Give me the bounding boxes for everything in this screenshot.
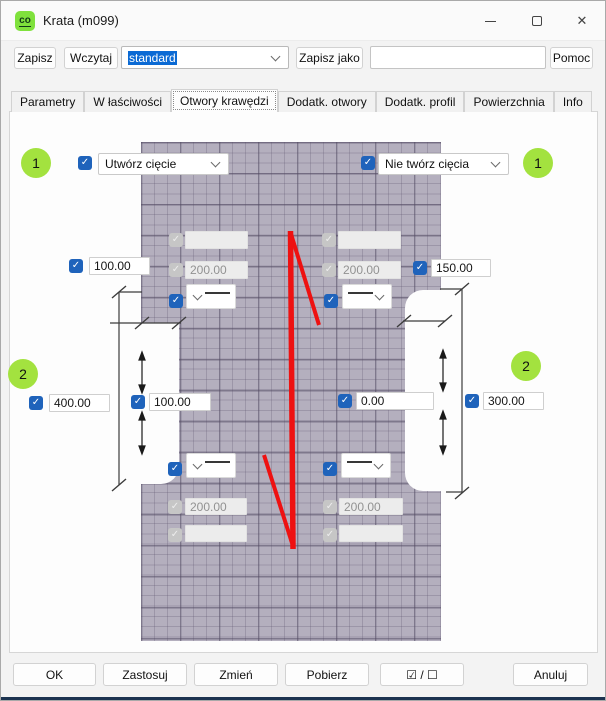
tab-wlasciwosci[interactable]: W łaściwości (84, 91, 171, 112)
left-cut-combobox[interactable] (98, 153, 229, 175)
right-top-outer-checkbox[interactable] (413, 261, 427, 275)
left-bottom-inner-row2-field (185, 525, 247, 542)
right-mid-inner-checkbox[interactable] (338, 394, 352, 408)
tab-otwory-krawedzi[interactable]: Otwory krawędzi (171, 89, 278, 112)
left-bottom-inner-row2-checkbox (168, 528, 182, 542)
tab-parametry[interactable]: Parametry (11, 91, 84, 112)
load-button[interactable]: Wczytaj (64, 47, 118, 69)
left-mid-inner-checkbox[interactable] (131, 395, 145, 409)
chevron-down-icon (193, 460, 203, 470)
right-top-linetype-dropdown[interactable] (342, 284, 392, 309)
right-mid-outer-checkbox[interactable] (465, 394, 479, 408)
right-cut-combobox[interactable] (378, 153, 509, 175)
preset-combobox[interactable] (121, 46, 289, 69)
right-top-inner-row2-checkbox (322, 263, 336, 277)
save-as-name-input[interactable] (370, 46, 546, 69)
right-bottom-inner-row1-field (339, 498, 403, 515)
line-style-icon (347, 461, 372, 463)
left-mid-inner-field[interactable] (149, 393, 211, 411)
minimize-icon (485, 21, 496, 22)
left-mid-outer-checkbox[interactable] (29, 396, 43, 410)
chevron-down-icon (374, 460, 384, 470)
window-bottom-edge (1, 697, 605, 701)
marker-1-right: 1 (523, 148, 553, 178)
right-top-linetype-checkbox[interactable] (324, 294, 338, 308)
chevron-down-icon (491, 158, 501, 168)
left-top-inner-row2-checkbox (169, 263, 183, 277)
marker-2-right: 2 (511, 351, 541, 381)
chevron-down-icon (375, 291, 385, 301)
right-edge-cutout (405, 290, 441, 491)
help-button[interactable]: Pomoc (550, 47, 593, 69)
tab-strip (11, 89, 592, 112)
save-as-button[interactable]: Zapisz jako (296, 47, 363, 69)
left-top-outer-field[interactable] (89, 257, 150, 275)
right-bottom-linetype-dropdown[interactable] (341, 453, 391, 478)
preset-selected-value: standard (129, 50, 176, 65)
tab-dodatk-profil[interactable]: Dodatk. profil (376, 91, 465, 112)
chevron-down-icon (193, 291, 203, 301)
apply-button[interactable]: Zastosuj (103, 663, 187, 686)
left-bottom-linetype-checkbox[interactable] (168, 462, 182, 476)
maximize-icon (532, 16, 542, 26)
left-bottom-inner-row1-field (185, 498, 247, 515)
right-bottom-inner-row2-field (339, 525, 403, 542)
cancel-button[interactable]: Anuluj (513, 663, 588, 686)
ok-button[interactable]: OK (13, 663, 96, 686)
right-top-inner-row1-checkbox (322, 233, 336, 247)
left-top-linetype-checkbox[interactable] (169, 294, 183, 308)
close-button[interactable] (565, 9, 599, 33)
marker-1-left: 1 (21, 148, 51, 178)
marker-2-left: 2 (8, 359, 38, 389)
right-mid-inner-field[interactable] (356, 392, 434, 410)
right-top-inner-row1-field (338, 231, 401, 249)
chevron-down-icon (211, 158, 221, 168)
window-title: Krata (m099) (43, 13, 119, 28)
tab-info[interactable]: Info (554, 91, 592, 112)
left-bottom-linetype-dropdown[interactable] (186, 453, 236, 478)
line-style-icon (348, 292, 373, 294)
right-top-inner-row2-field (338, 261, 401, 279)
right-cut-checkbox[interactable] (361, 156, 375, 170)
maximize-button[interactable] (520, 9, 554, 33)
left-top-linetype-dropdown[interactable] (186, 284, 236, 309)
left-cut-checkbox[interactable] (78, 156, 92, 170)
get-button[interactable]: Pobierz (285, 663, 369, 686)
modify-button[interactable]: Zmień (194, 663, 278, 686)
line-style-icon (205, 461, 230, 463)
minimize-button[interactable] (473, 9, 507, 33)
save-button[interactable]: Zapisz (14, 47, 56, 69)
title-bar (1, 1, 605, 41)
right-bottom-linetype-checkbox[interactable] (323, 462, 337, 476)
right-bottom-inner-row1-checkbox (323, 500, 337, 514)
left-cut-value: Utwórz cięcie (105, 157, 177, 171)
left-top-inner-row2-field (185, 261, 248, 279)
left-top-inner-row1-checkbox (169, 233, 183, 247)
left-mid-outer-field[interactable] (49, 394, 110, 412)
left-top-outer-checkbox[interactable] (69, 259, 83, 273)
app-icon: co (15, 11, 35, 31)
right-mid-outer-field[interactable] (483, 392, 544, 410)
toggle-all-checkboxes-button[interactable]: ☑ / ☐ (380, 663, 464, 686)
line-style-icon (205, 292, 230, 294)
left-top-inner-row1-field (185, 231, 248, 249)
right-cut-value: Nie twórz cięcia (385, 157, 470, 171)
right-bottom-inner-row2-checkbox (323, 528, 337, 542)
close-icon: ✕ (576, 13, 588, 28)
tab-dodatk-otwory[interactable]: Dodatk. otwory (278, 91, 376, 112)
left-bottom-inner-row1-checkbox (168, 500, 182, 514)
chevron-down-icon (271, 51, 281, 61)
right-top-outer-field[interactable] (431, 259, 491, 277)
tab-powierzchnia[interactable]: Powierzchnia (464, 91, 553, 112)
